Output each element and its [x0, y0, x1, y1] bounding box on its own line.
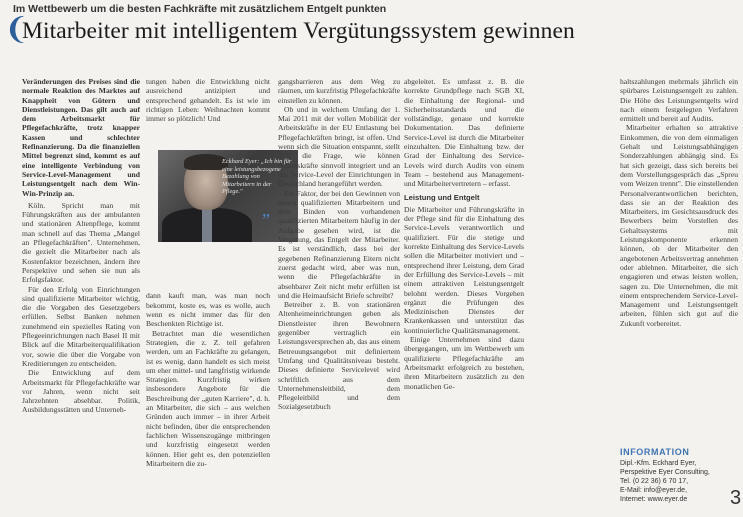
information-line: Tel. (0 22 36) 6 70 17, — [620, 478, 689, 486]
paragraph: abgeleitet. Es umfasst z. B. die korrekte Grundpflege nach SGB XI, die Einhaltung der Regional- und Sicherheitsstandards und die vollständige, genaue und korrekte Dokumentation. Das definierte Service-Level ist durch die Mitarbeiter einzuhalten. Die Einhaltung bzw. der Grad der Einhaltung des Service-Levels wird durch Audits von einem Team – bestehend aus Management- und Mitarbeitervertretern – erfasst. — [404, 77, 524, 189]
article-column-1 — [22, 77, 140, 513]
information-line: Perspektive Eyer Consulting, — [620, 469, 710, 477]
information-website: Internet: www.eyer.de — [620, 496, 688, 504]
paragraph: Ob und in welchem Umfang der 1. Mai 2011 mit der vollen Mobilität der Arbeitskräfte in der EU Entlastung bei Pflegefachkräften bringt, ist offen. Und wenn sich die Situation entspannt, stellt sich die Frage, wie können Arbeitskräfte sinnvoll integriert und an das Service-Level der Einrichtungen in Deutschland herangeführt werden. — [278, 104, 400, 189]
photo-quote: Eckhard Eyer: „Ich bin für eine leistungsbezogene Bezahlung von Mitarbeitern in der Pflege." — [222, 158, 292, 196]
headline: Mitarbeiter mit intelligentem Vergütungssystem gewinnen — [22, 18, 575, 44]
photo-tie — [202, 208, 212, 242]
information-box — [620, 447, 738, 513]
paragraph: gangsbarrieren aus dem Weg zu räumen, um kurzfristig Pflegefachkräfte einstellen zu können. — [278, 77, 400, 105]
paragraph: haltszahlungen mehrmals jährlich ein spürbares Leistungsentgelt zu zahlen. Die Höhe des Leistungsentgelts wird nach einem festgelegten Verfahren ermittelt und bereit auf Audits. — [620, 77, 738, 124]
quote-close-icon: ” — [262, 210, 270, 230]
paragraph: Betreiber z. B. von stationären Altenheimeinrichtungen geben als Dienstleister ihren Bewohnern gegenüber vertraglich ein Leistungsversprechen ab, das aus einem Betreuungsangebot mit definiertem Umfang und Qualitätsniveau besteht. Dieses definierte Servicelevel wird schriftlich aus dem Unternehmensleitbild, dem Pflegeleitbild und dem Sozialgesetzbuch — [278, 300, 400, 412]
subheading: Leistung und Entgelt — [404, 192, 480, 202]
paragraph: tungen haben die Entwicklung nicht ausreichend antizipiert und entsprechend gehandelt. Es ist wie im richtigen Leben: Weihnachten kommt immer so plötzlich! Und — [146, 77, 270, 124]
paragraph: Einige Unternehmen sind dazu übergegangen, um im Wettbewerb um qualifizierte Pflegefachkräfte am Arbeitsmarkt erfolgreich zu bestehen, ihren Mitarbeitern zusätzlich zu den monatlichen Ge- — [404, 335, 524, 391]
kicker: Im Wettbewerb um die besten Fachkräfte mit zusätzlichem Entgelt punkten — [13, 3, 387, 15]
lead-paragraph: Veränderungen des Preises sind die normale Reaktion des Marktes auf Knappheit von Gütern und Dienstleistungen. Das gilt auch auf dem Arbeitsmarkt für Pflegefachkräfte, trotz knapper Kassen und schlechter Refinanzierung. Da die finanziellen Mittel begrenzt sind, kommt es auf eine intelligente Verbindung von Service-Level-Management und Leistungsentgelt nach dem Win-Win-Prinzip an. — [22, 77, 140, 198]
paragraph: Die Entwicklung auf dem Arbeitsmarkt für Pflegefachkräfte war vor Jahren, wenn nicht seit Jahrzehnten absehbar. Politik, Ausbildungsstätten und Unterneh- — [22, 368, 140, 415]
information-email: E-Mail: info@eyer.de, — [620, 487, 688, 495]
page-number: 3 — [730, 487, 742, 509]
paragraph: dann kauft man, was man noch bekommt, koste es, was es wolle, auch wenn es nicht immer das für den Beschenkten Richtige ist. — [146, 291, 270, 329]
article-column-2 — [146, 77, 270, 513]
paragraph: Köln. Spricht man mit Führungskräften aus der ambulanten und stationären Altenpflege, kommt man schnell auf das Thema „Mangel an Pflegefachkräften". Unternehmen, die gezielt die Mitarbeiter nach als Kostenfaktor bezeichnen, ändern ihre Perspektive und sehen sie nun als Erfolgsfaktor. — [22, 200, 140, 285]
headline-bracket-icon: ❨ — [4, 13, 30, 46]
paragraph: Betrachtet man die wesentlichen Strategien, die z. Z. teil gefahren werden, um an Fachkräfte zu gelangen, ist es wenig, dann handelt es sich meist um eher mittel- und langfristig wirkende Strategien. Kurzfristig wirken insbesondere Angebote für die Beschreibung der „guten Karriere", d. h. an Mitarbeiter, die sich – aus welchen Gründen auch immer – in ihrer Arbeit nicht befinden, über die entsprechenden fachlichen Wissenszugänge mitbringen und kurzfristig eingesetzt werden können. Hier geht es, den potenziellen Mitarbeitern die zu- — [146, 328, 270, 468]
paragraph: Die Mitarbeiter und Führungskräfte in der Pflege sind für die Einhaltung des Service-Levels verantwortlich und qualifiziert. Für die stetige und korrekte Einhaltung des Service-Levels sollen die Mitarbeiter motiviert und – entsprechend ihrer Leistung, dem Grad der Erfüllung des Service-Levels – mit einem attraktiven Leistungsentgelt belohnt werden. Dieses Vorgehen ergänzt die Prüfungen des Medizinischen Dienstes der Krankenkassen und unterstützt das kontinuierliche Qualitätsmanagement. — [404, 204, 524, 335]
paragraph: Ein Faktor, der bei den Gewinnen von neuen qualifizierten Mitarbeitern und dem Binden von vorhandenen qualifizierten Mitarbeitern häufig in der Aufgabe gesehen wird, ist die Vergütung, das Entgelt der Mitarbeiter. Es ist verständlich, dass bei der gegebenen Refinanzierung Eitern nicht zuerst gedacht wird, aber was nun, wenn die Pflegefachkräfte in absehbarer Zeit nicht mehr erfüllen ist und die Heimaufsicht Briefe schreibt? — [278, 188, 400, 300]
information-title: INFORMATION — [620, 447, 690, 457]
article-column-4 — [404, 77, 524, 513]
article-column-5 — [620, 77, 738, 443]
paragraph: Mitarbeiter erhalten so attraktive Einkommen, die von dem einmaligen Gehalt und Leistungsabhängigen Sonderzahlungen abhängig sind. Es hat sich gezeigt, dass sich bereits bei dem Vorstellungsgespräch das „Spreu vom Weizen trennt". Die einstellenden Personalverantwortlichen berichten, dass sie an der Reaktion des Mitarbeiters, im Gesichtsausdruck des Bewerbers beim Vorstellen des Gehaltssystems mit Leistungskomponente erkennen können, ob der Mitarbeiter den angebotenen Arbeitsvertrag annehmen oder ablehnen. Mitarbeiter, die sich engagieren und etwas leisten wollen, sagen zu. Die Unternehmen, die mit einem entsprechendem Service-Level-Management und Leistungsentgelt arbeiten, fühlen sich gut auf die Zukunft vorbereitet. — [620, 123, 738, 328]
paragraph: Für den Erfolg von Einrichtungen sind qualifizierte Mitarbeiter wichtig, die die Vorgaben des Gesetzgebers erfüllen. Selbst Banken nehmen zunehmend ein spezielles Rating von Pflegeeinrichtungen nach Basel II mit Blick auf die Mitarbeiterqualifikation vor, sowie die über die Vorgabe von Kreditierungen zu entscheiden. — [22, 284, 140, 368]
information-line: Dipl.-Kfm. Eckhard Eyer, — [620, 460, 697, 467]
article-column-3 — [278, 77, 400, 513]
